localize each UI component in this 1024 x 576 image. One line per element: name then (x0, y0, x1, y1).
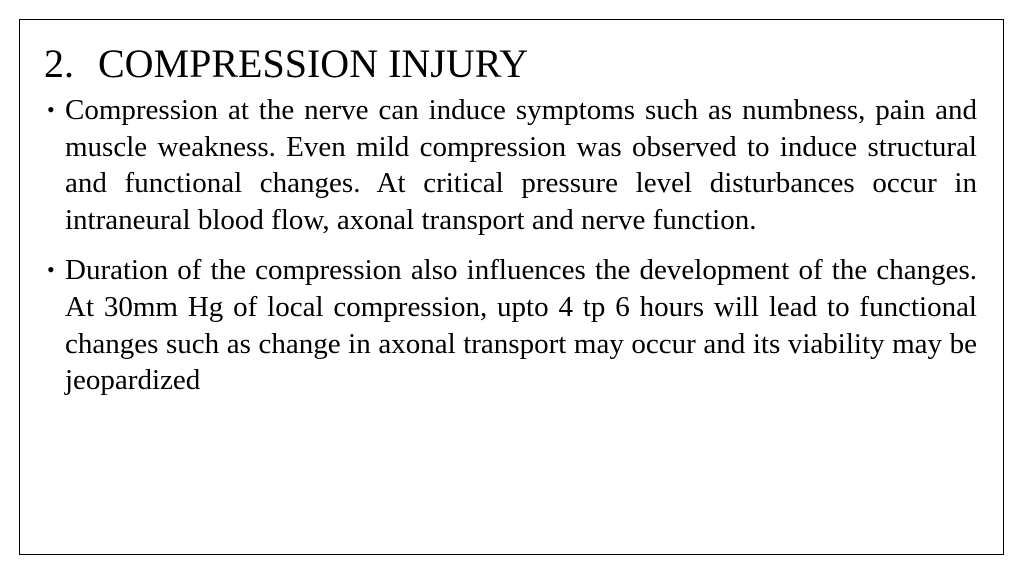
bullet-marker: • (47, 97, 55, 122)
bullet-text: Duration of the compression also influences the development of the changes. At 30mm Hg of local compression, upto 4 tp 6 hours will lead to functional changes such as change in axonal transport may occur and its viability may be jeopardized (65, 254, 977, 397)
title-number: 2. (44, 41, 74, 86)
title-text: COMPRESSION INJURY (98, 41, 529, 86)
bullet-list (44, 92, 977, 399)
bullet-text: Compression at the nerve can induce symptoms such as numbness, pain and muscle weakness. Even mild compression was observed to induce structural and functional changes. At critical pressure level disturbances occur in intraneural blood flow, axonal transport and nerve function. (65, 94, 977, 236)
slide-title (44, 40, 528, 88)
bullet-item (44, 252, 977, 398)
bullet-marker: • (47, 257, 55, 283)
bullet-item (44, 92, 977, 238)
